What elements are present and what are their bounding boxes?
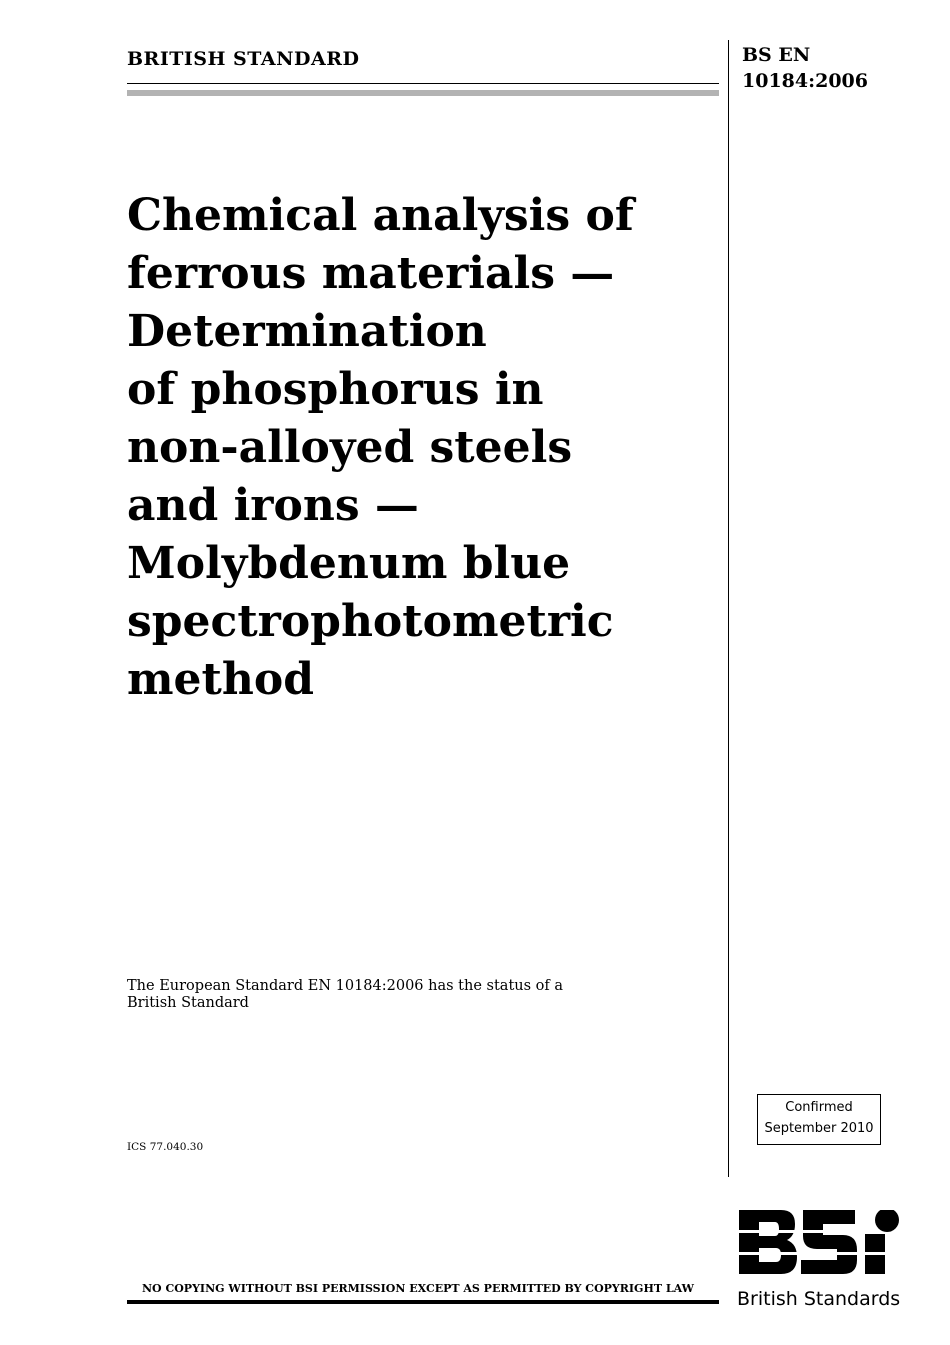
- copyright-notice: NO COPYING WITHOUT BSI PERMISSION EXCEPT AS PERMITTED BY COPYRIGHT LAW: [142, 1282, 694, 1295]
- title-line: spectrophotometric: [127, 596, 614, 647]
- header-rule-thick: [127, 90, 719, 96]
- footer-rule: [127, 1300, 719, 1304]
- status-line-2: British Standard: [127, 995, 249, 1011]
- title-line: method: [127, 654, 314, 705]
- title-line: ferrous materials —: [127, 248, 615, 299]
- title-line: Molybdenum blue: [127, 538, 571, 589]
- vertical-divider: [728, 40, 729, 1177]
- ics-code: ICS 77.040.30: [127, 1141, 204, 1153]
- confirmed-date: September 2010: [764, 1121, 874, 1136]
- standard-number-line-2: 10184:2006: [742, 70, 868, 92]
- bsi-logo-icon: [737, 1210, 905, 1274]
- status-line-1: The European Standard EN 10184:2006 has the status of a: [127, 978, 564, 994]
- title-line: and irons —: [127, 480, 419, 531]
- title-line: Chemical analysis of: [127, 190, 634, 241]
- confirmed-box: [757, 1094, 881, 1145]
- title-line: non-alloyed steels: [127, 422, 573, 473]
- status-statement: [127, 978, 597, 1012]
- title-line: of phosphorus in: [127, 364, 544, 415]
- standard-number-line-1: BS EN: [742, 44, 811, 66]
- header-rule-thin: [127, 83, 719, 84]
- standard-number: [742, 42, 868, 94]
- british-standards-logo-text: British Standards: [737, 1288, 901, 1310]
- header-label: BRITISH STANDARD: [127, 48, 360, 70]
- title-line: Determination: [127, 306, 487, 357]
- document-title: [127, 187, 707, 709]
- confirmed-label: Confirmed: [785, 1100, 853, 1115]
